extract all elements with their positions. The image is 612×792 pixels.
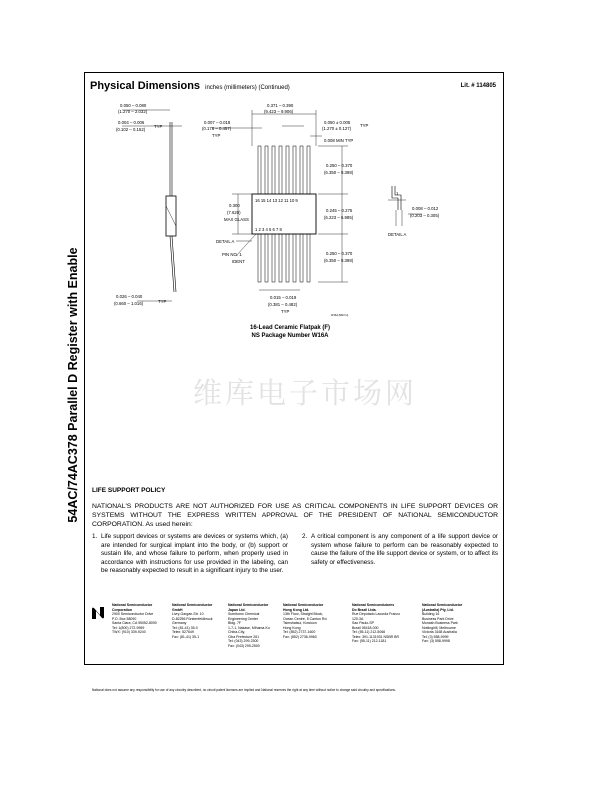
office-line: Brazil 05418-000 — [352, 625, 379, 630]
office-line: Fax: (81-41) 35-1 — [172, 634, 200, 639]
caption-line-2: NS Package Number W16A — [251, 333, 329, 339]
office-line: Tel: (852) 2737-1600 — [283, 630, 316, 634]
dim-pitch: 0.050 ± 0.005 — [324, 120, 351, 125]
label-detail-a-2: DETAIL A — [388, 232, 407, 237]
dim-top-left-1: 0.050 – 0.080 — [120, 103, 147, 108]
office-line: Livry-Gargan-Str. 10 — [172, 612, 204, 616]
office-hong-kong — [283, 603, 347, 639]
caption-line-1: 16-Lead Ceramic Flatpak (F) — [249, 325, 331, 331]
definition-1 — [92, 533, 288, 576]
dim-top-left-1-mm: (1.270 – 2.032) — [118, 109, 148, 114]
office-line: 120-3A — [352, 616, 364, 621]
office-name: (Australia) Pty, Ltd. — [422, 607, 454, 612]
dim-body-w-mm: (9.423 – 9.906) — [264, 109, 294, 114]
office-line: Telex: 391-1131931 NSBR BR — [352, 634, 400, 639]
dim-bottom-left: 0.026 – 0.040 — [116, 294, 143, 299]
upper-leads — [258, 146, 310, 194]
office-line: Tel: (3) 558-9999 — [422, 634, 449, 639]
office-line: 13th Floor, Straight Block, — [283, 612, 324, 616]
definition-2 — [302, 533, 498, 576]
label-ident: IDENT — [232, 259, 245, 264]
office-line: TWX: (910) 339-9240 — [112, 630, 146, 634]
office-line: D-82256 Fürstenfeldbruck — [172, 616, 213, 621]
dim-detail: 0.008 – 0.012 — [412, 206, 439, 211]
office-line: Ciba Prefecture 261 — [228, 634, 260, 639]
office-name: Hong Kong Ltd. — [283, 607, 310, 612]
office-line: Engineering Center — [228, 616, 259, 621]
dim-pitch-mm: (1.270 ± 0.127) — [322, 126, 352, 131]
policy-definitions — [92, 533, 498, 576]
office-line: Tel: (81-41) 35-0 — [172, 625, 198, 630]
office-line: Fax: (852) 2736-9960 — [283, 634, 317, 639]
dim-lead-len-top-mm: (6.350 – 9.398) — [324, 170, 354, 175]
office-line: Rue Deputado Lacorda Franco — [352, 612, 401, 616]
office-line: 2900 Semiconductor Drive — [112, 612, 154, 616]
office-line: Santa Clara, CA 95052-8090 — [112, 621, 157, 625]
office-name: National Semiconductor — [283, 603, 324, 607]
dim-typ-4: TYP — [360, 123, 369, 128]
dim-glass: 0.300 — [229, 203, 240, 208]
office-line: Tel: 1(800) 272-9959 — [112, 625, 145, 630]
office-name: Japan Ltd. — [228, 607, 246, 612]
definition-1-text: Life support devices or systems are devices or systems which, (a) are intended for surgical implant into the body, or (b) support or sustain life, and whose failure to perform, when properly used in accordance with instructions for use provided in the labeling, can be reasonably expected to result in a significant injury to the user. — [101, 533, 288, 574]
office-line: Fax: (043) 299-2500 — [228, 643, 260, 648]
dim-max-glass: MAX GLASS — [224, 217, 249, 222]
office-line: Sao Paulo-SP — [352, 621, 374, 625]
dim-lead-len-bot: 0.250 – 0.370 — [326, 251, 353, 256]
office-australia — [422, 603, 486, 644]
dim-typ-1: TYP — [154, 124, 163, 129]
dim-typ-2: TYP — [158, 299, 167, 304]
office-line: Fax: (3) 558-9998 — [422, 639, 450, 643]
dim-glass-mm: (7.620) — [227, 210, 241, 215]
definition-2-number: 2. — [302, 533, 308, 540]
office-line: Business Park Drive — [422, 616, 454, 621]
definition-2-text: A critical component is any component of a life support device or system whose failure to perform can be reasonably expected to cause the failure of the life support device or system, or to affect its safety or effectiveness. — [311, 533, 498, 566]
office-line: 1-7-1, Nakase, Mihama-Ku — [228, 625, 270, 630]
dim-bottom-left-mm: (0.660 – 1.016) — [114, 301, 144, 306]
page-subtitle: inches (millimeters) (Continued) — [205, 85, 290, 91]
dim-lead-w-mm: (0.178 – 0.457) — [202, 126, 232, 131]
dim-top-left-2-mm: (0.102 – 0.152) — [116, 127, 146, 132]
drawing-caption — [220, 324, 360, 340]
office-line: Tel: (55-11) 212-5066 — [352, 630, 386, 634]
side-view — [122, 110, 182, 301]
dim-lead-len-bot-mm: (6.350 – 9.398) — [324, 258, 354, 263]
office-name: National Semiconductor — [422, 603, 463, 607]
dim-detail-mm: (0.203 – 0.305) — [410, 213, 440, 218]
page-title-text: Physical Dimensions — [90, 80, 201, 92]
package-drawing — [92, 96, 492, 346]
office-brazil — [352, 603, 416, 644]
office-name: National Semiconductor — [172, 603, 213, 607]
dim-lead-gap-mm: (0.381 – 0.482) — [268, 302, 298, 307]
office-line: Ocean Centre, 5 Canton Rd. — [283, 616, 328, 621]
dim-body-w: 0.371 – 0.390 — [267, 103, 294, 108]
lower-leads — [258, 234, 310, 282]
office-name: Do Brazil Ltda. — [352, 607, 377, 612]
office-line: Chiba-City, — [228, 630, 246, 634]
dim-body-h-mm: (6.223 – 6.985) — [324, 215, 354, 220]
dim-lead-w: 0.007 – 0.018 — [204, 120, 231, 125]
label-pin-no: PIN NO. 1 — [222, 252, 242, 257]
office-line: Germany — [172, 621, 187, 625]
watermark: 维库电子市场网 — [192, 376, 417, 410]
office-line: Hong Kong — [283, 625, 301, 630]
dim-lead-gap: 0.015 – 0.019 — [270, 295, 297, 300]
disclaimer-footnote: National does not assume any responsibility for use of any circuitry described, no circuit patent licenses are implied and National reserves the right at any time without notice to change said circuitry and specifications. — [92, 688, 396, 692]
office-line: Fax: (55-11) 212-1181 — [352, 639, 387, 643]
office-line: Building 16 — [422, 612, 440, 616]
office-corporation — [112, 603, 176, 635]
dim-typ-5: TYP — [281, 309, 290, 314]
dim-body-h: 0.245 – 0.275 — [326, 208, 353, 213]
office-line: Sumitomo Chemical — [228, 612, 260, 616]
dim-typ-3: TYP — [212, 133, 221, 138]
dim-top-left-2: 0.004 – 0.006 — [118, 120, 145, 125]
office-line: Telex: 527649 — [172, 630, 194, 634]
office-name: National Semiconductor — [228, 603, 269, 607]
office-gmbh — [172, 603, 236, 639]
pin-numbers-bottom: 1 2 3 4 5 6 7 8 — [255, 227, 282, 232]
policy-title: LIFE SUPPORT POLICY — [92, 487, 166, 494]
policy-text: NATIONAL'S PRODUCTS ARE NOT AUTHORIZED FOR USE AS CRITICAL COMPONENTS IN LIFE SUPPORT DEVICES OR SYSTEMS WITHOUT THE EXPRESS WRITTEN APPROVAL OF THE PRESIDENT OF NATIONAL SEMICONDUCTOR CORPORATION. As used herein: — [92, 503, 498, 528]
pin-numbers-top: 16 15 14 13 12 11 10 9 — [255, 198, 298, 203]
detail-mark: 1 — [396, 191, 399, 196]
drawing-code: W16A (REV H) — [331, 314, 349, 317]
label-detail-a-1: DETAIL A — [216, 239, 235, 244]
office-line: Victoria 3168 Australia — [422, 630, 457, 634]
page-title — [90, 80, 290, 92]
office-line: Bldg. 7F — [228, 621, 242, 625]
office-name: Corporation — [112, 607, 133, 612]
office-line: Tel: (043) 299-2300 — [228, 639, 259, 643]
office-name: GmbH — [172, 607, 183, 612]
office-line: P.O. Box 58090 — [112, 616, 137, 621]
side-title: 54AC/74AC378 Parallel D Register with Enable — [66, 247, 80, 523]
dim-min-typ: 0.008 MIN TYP — [324, 138, 354, 143]
dim-lead-len-top: 0.250 – 0.370 — [326, 163, 353, 168]
national-semiconductor-logo-icon — [90, 605, 106, 621]
office-line: Tsimshatsui, Kowloon — [283, 621, 317, 625]
office-addresses — [90, 601, 500, 659]
office-name: National Semiconductor — [112, 603, 153, 607]
definition-1-number: 1. — [92, 533, 98, 540]
office-line: Nottinghill, Melbourne — [422, 625, 456, 630]
literature-number: Lit. # 114805 — [460, 83, 496, 89]
office-name: National Semicondutores — [352, 603, 395, 607]
office-line: Monash Business Park — [422, 621, 458, 625]
